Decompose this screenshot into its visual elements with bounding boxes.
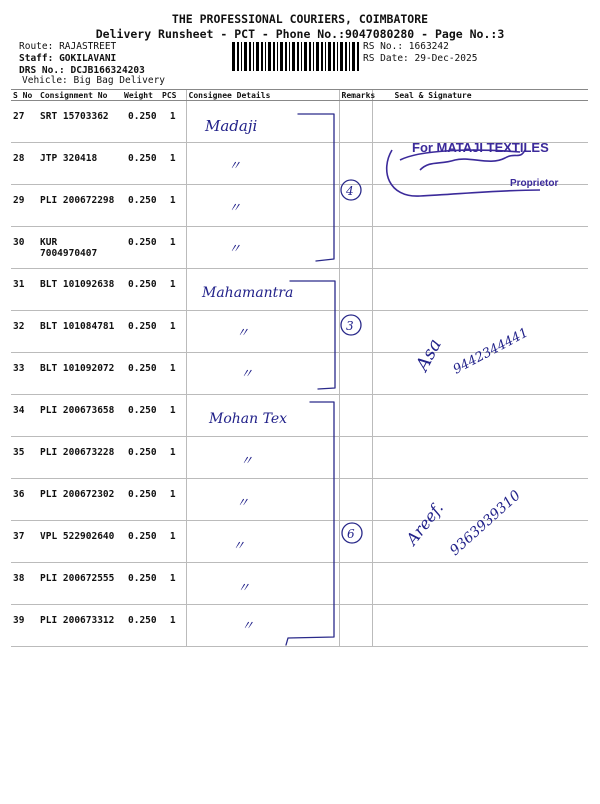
runsheet-subtitle: Delivery Runsheet - PCT - Phone No.:9047080280 - Page No.:3 [95,27,505,41]
barcode-bar [297,42,299,71]
cell-seal-signature [372,395,588,437]
table-row [11,353,588,395]
barcode-bar [349,42,350,71]
cell-pcs: 1 [160,563,186,605]
cell-consignment-no: PLI 200673228 [38,437,122,479]
ditto-mark: 〃 [228,201,242,216]
runsheet-company-title: THE PROFESSIONAL COURIERS, COIMBATORE [171,12,429,26]
cell-weight: 0.250 [122,395,160,437]
cell-consignment-no: VPL 522902640 [38,521,122,563]
barcode-bar [316,42,319,71]
rs-no-value: 1663242 [408,41,449,52]
cell-weight: 0.250 [122,227,160,269]
cell-consignment-no: SRT 15703362 [38,101,122,143]
cell-consignee-details [186,395,339,437]
ditto-mark: 〃 [232,539,246,554]
cell-remarks [339,479,372,521]
cell-consignee-details [186,143,339,185]
barcode-bar [325,42,326,71]
barcode-bar [253,42,254,71]
route-label: Route: [19,41,54,52]
cell-consignment-no: BLT 101092638 [38,269,122,311]
table-row [11,479,588,521]
ditto-mark: 〃 [241,619,255,634]
cell-weight: 0.250 [122,269,160,311]
rs-no-field [363,41,449,52]
col-header-pcs: PCS [160,90,186,101]
cell-pcs: 1 [160,269,186,311]
cell-pcs: 1 [160,311,186,353]
cell-consignee-details [186,521,339,563]
cell-sno: 29 [11,185,38,227]
barcode-bar [328,42,331,71]
table-row [11,563,588,605]
ditto-mark: 〃 [236,326,250,341]
col-header-seal: Seal & Signature [372,90,588,101]
cell-remarks [339,185,372,227]
barcode-bar [261,42,263,71]
count-1: 4 [346,184,354,198]
cell-seal-signature [372,521,588,563]
cell-consignment-no: JTP 320418 [38,143,122,185]
route-value: RAJASTREET [59,41,117,52]
rs-date-label: RS Date: [363,53,409,64]
cell-seal-signature [372,143,588,185]
cell-pcs: 1 [160,353,186,395]
barcode-bar [352,42,355,71]
ditto-mark: 〃 [236,496,250,511]
col-header-remarks: Remarks [339,90,372,101]
cell-consignee-details [186,563,339,605]
barcode-bar [244,42,247,71]
cell-pcs: 1 [160,101,186,143]
cell-weight: 0.250 [122,605,160,647]
cell-remarks [339,605,372,647]
table-header-row [11,90,588,101]
stamp-text: For MATAJI TEXTILES [412,140,549,155]
barcode-bar [237,42,239,71]
cell-remarks [339,563,372,605]
barcode-bar [249,42,251,71]
route-field [19,41,116,52]
cell-consignment-no: PLI 200672302 [38,479,122,521]
cell-seal-signature [372,605,588,647]
cell-weight: 0.250 [122,101,160,143]
cell-sno: 32 [11,311,38,353]
cell-consignment-no: KUR 7004970407 [38,227,122,269]
signature-2-phone: 9442344441 [450,325,531,378]
barcode [232,42,360,71]
cell-weight: 0.250 [122,437,160,479]
cell-consignee-details [186,353,339,395]
staff-field [19,53,116,64]
cell-sno: 34 [11,395,38,437]
cell-seal-signature [372,185,588,227]
cell-seal-signature [372,227,588,269]
cell-consignee-details [186,479,339,521]
ditto-mark: 〃 [237,581,251,596]
cell-remarks [339,521,372,563]
cell-consignment-no: BLT 101092072 [38,353,122,395]
barcode-bar [313,42,314,71]
cell-weight: 0.250 [122,143,160,185]
drs-label: DRS No.: [19,65,65,76]
cell-consignee-details [186,269,339,311]
barcode-bar [301,42,302,71]
cell-pcs: 1 [160,227,186,269]
ditto-mark: 〃 [240,367,254,382]
cell-weight: 0.250 [122,353,160,395]
cell-consignment-no: PLI 200673312 [38,605,122,647]
barcode-bar [337,42,338,71]
barcode-bar [357,42,359,71]
count-3: 6 [347,527,355,541]
cell-seal-signature [372,101,588,143]
barcode-bar [256,42,259,71]
cell-seal-signature [372,563,588,605]
cell-sno: 39 [11,605,38,647]
cell-sno: 28 [11,143,38,185]
barcode-bar [273,42,275,71]
cell-pcs: 1 [160,143,186,185]
cell-consignee-details [186,437,339,479]
cell-sno: 30 [11,227,38,269]
cell-sno: 37 [11,521,38,563]
barcode-bar [340,42,343,71]
cell-remarks [339,353,372,395]
signature-2-name: Asa [411,335,446,375]
staff-label: Staff: [19,53,54,64]
rs-no-label: RS No.: [363,41,404,52]
cell-consignment-no: BLT 101084781 [38,311,122,353]
table-row [11,185,588,227]
count-2: 3 [346,319,354,333]
barcode-bar [289,42,290,71]
barcode-bar [321,42,323,71]
cell-pcs: 1 [160,521,186,563]
ditto-mark: 〃 [240,454,254,469]
barcode-bar [345,42,347,71]
barcode-bar [285,42,287,71]
cell-pcs: 1 [160,437,186,479]
cell-consignment-no: PLI 200673658 [38,395,122,437]
table-row [11,437,588,479]
cell-weight: 0.250 [122,479,160,521]
table-row [11,521,588,563]
cell-consignee-details [186,185,339,227]
cell-sno: 33 [11,353,38,395]
barcode-bar [268,42,271,71]
cell-pcs: 1 [160,185,186,227]
ditto-mark: 〃 [228,242,242,257]
stamp-proprietor: Proprietor [510,178,559,189]
table-row [11,227,588,269]
cell-pcs: 1 [160,479,186,521]
col-header-consignment: Consignment No [38,90,122,101]
table-row [11,269,588,311]
table-row [11,311,588,353]
barcode-bar [241,42,242,71]
cell-consignee-details [186,311,339,353]
cell-consignee-details [186,605,339,647]
cell-sno: 31 [11,269,38,311]
barcode-bar [292,42,295,71]
cell-seal-signature [372,311,588,353]
drs-value: DCJB166324203 [70,65,145,76]
cell-remarks [339,143,372,185]
cell-consignee-details [186,101,339,143]
barcode-bar [304,42,307,71]
cell-sno: 38 [11,563,38,605]
col-header-sno: S No [11,90,38,101]
cell-weight: 0.250 [122,185,160,227]
cell-consignee-details [186,227,339,269]
barcode-bar [232,42,235,71]
rs-date-field [363,53,477,64]
cell-pcs: 1 [160,395,186,437]
runsheet-table [11,89,588,647]
cell-seal-signature [372,353,588,395]
table-row [11,605,588,647]
signature-3-phone: 9363939310 [446,487,524,559]
cell-consignment-no: PLI 200672298 [38,185,122,227]
cell-remarks [339,227,372,269]
barcode-bar [280,42,283,71]
cell-sno: 35 [11,437,38,479]
vehicle-label: Vehicle: [22,75,68,86]
cell-remarks [339,101,372,143]
vehicle-field [22,75,165,86]
cell-remarks [339,269,372,311]
table-body [11,101,588,647]
ditto-mark: 〃 [228,159,242,174]
barcode-bar [309,42,311,71]
rs-date-value: 29-Dec-2025 [414,53,478,64]
cell-consignment-no: PLI 200672555 [38,563,122,605]
barcode-bar [333,42,335,71]
table-row [11,101,588,143]
barcode-bar [265,42,266,71]
cell-weight: 0.250 [122,563,160,605]
vehicle-value: Big Bag Delivery [73,75,166,86]
cell-remarks [339,311,372,353]
table-row [11,395,588,437]
cell-seal-signature [372,437,588,479]
cell-pcs: 1 [160,605,186,647]
cell-seal-signature [372,479,588,521]
cell-weight: 0.250 [122,521,160,563]
consignee-name-1: Madaji [205,117,258,135]
staff-value: GOKILAVANI [59,53,117,64]
cell-sno: 36 [11,479,38,521]
barcode-bar [277,42,278,71]
col-header-weight: Weight [122,90,160,101]
cell-remarks [339,437,372,479]
consignee-name-3: Mohan Tex [209,411,288,427]
cell-weight: 0.250 [122,311,160,353]
signature-3-name: Areef. [402,498,448,549]
table-row [11,143,588,185]
cell-seal-signature [372,269,588,311]
cell-remarks [339,395,372,437]
consignee-name-2: Mahamantra [202,285,294,301]
col-header-consignee: Consignee Details [186,90,339,101]
cell-sno: 27 [11,101,38,143]
